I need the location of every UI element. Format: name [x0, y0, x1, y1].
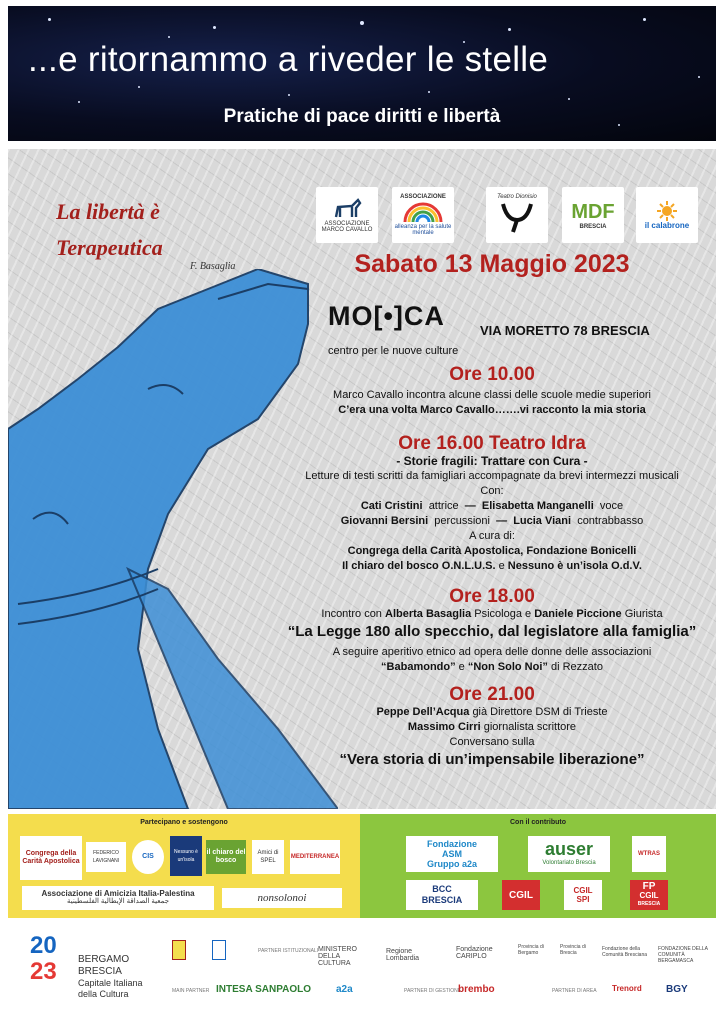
separator-dash: — — [496, 515, 508, 527]
speaker-name: Daniele Piccione — [534, 608, 622, 620]
logo-italia-palestina — [22, 886, 214, 910]
logo-auser — [528, 836, 610, 872]
asm-line3: Gruppo a2a — [426, 859, 477, 869]
logo-chiaro-bosco: il chiaro del bosco — [206, 840, 246, 874]
logo-provincia-brescia: Provincia di Brescia — [560, 944, 586, 956]
logo-lavignani: FEDERICO LAVIGNANI — [86, 842, 126, 872]
italia-palestina-text: Associazione di Amicizia Italia-Palestina — [41, 889, 195, 898]
header-banner — [8, 6, 716, 141]
slot-16-org1: Congrega della Carità Apostolica, Fondazione Bonicelli — [347, 545, 637, 557]
org-connector: e — [498, 560, 505, 572]
spi-line1: CGIL — [573, 886, 593, 895]
logo-cariplo: Fondazione CARIPLO — [456, 946, 493, 960]
logo-provincia-bergamo: Provincia di Bergamo — [518, 944, 544, 956]
slot-10-line1: Marco Cavallo incontra alcune classi delle scuole medie superiori — [333, 389, 651, 401]
logo-a2a: a2a — [336, 984, 353, 995]
speaker-name: Massimo Cirri — [407, 721, 481, 733]
crest-brescia-icon — [212, 940, 226, 960]
event-date: Sabato 13 Maggio 2023 — [354, 250, 630, 278]
speaker-name: Peppe Dell’Acqua — [376, 706, 470, 718]
performer-role: contrabbasso — [577, 515, 644, 527]
logo-mdf-sub: BRESCIA — [579, 223, 607, 230]
logo-nessuno-isola: Nessuno è un'isola — [170, 836, 202, 876]
slot-16-performers-2 — [268, 514, 716, 529]
star-decoration — [213, 26, 216, 29]
slot-18-intro: Incontro con — [321, 608, 382, 620]
assoc-connector: e — [458, 661, 465, 673]
quote-line-2: Terapeutica — [56, 235, 163, 260]
slot-16-desc: Letture di testi scritti da famigliari accompagnate da brevi intermezzi musicali — [305, 470, 679, 482]
speaker-role: Giurista — [624, 608, 663, 620]
spi-line2: SPI — [576, 895, 590, 904]
star-decoration — [360, 21, 364, 25]
assoc-non-solo-noi: “Non Solo Noi” — [467, 661, 548, 673]
slot-16-time: Ore 16.00 Teatro Idra — [398, 433, 586, 454]
slot-18-talk: “La Legge 180 allo specchio, dal legislatore alla famiglia” — [287, 623, 697, 640]
fp-line1: FP — [642, 881, 656, 892]
logo-cis: CIS — [132, 840, 164, 874]
slot-18-time: Ore 18.00 — [449, 586, 535, 607]
logo-congrega: Congrega della Carità Apostolica — [20, 836, 82, 880]
venue-subtitle: centro per le nuove culture — [328, 345, 459, 357]
label-partner-area: PARTNER DI AREA — [552, 988, 597, 994]
speaker-role: Psicologa e — [474, 608, 532, 620]
italia-palestina-arabic: جمعية الصداقة الإيطالية الفلسطينية — [66, 898, 170, 905]
tagline-1: Capitale Italiana — [78, 978, 143, 988]
poster-title: ...e ritornammo a riveder le stelle — [28, 40, 549, 79]
logo-teatro-text: Teatro Dionisio — [497, 194, 537, 200]
logo-fondazione-asm — [406, 836, 498, 872]
sponsors-right-label: Con il contributo — [510, 819, 566, 826]
slot-21-speaker1 — [268, 705, 716, 720]
logo-marco-cavallo-text: ASSOCIAZIONE MARCO CAVALLO — [321, 221, 373, 233]
speaker-role: già Direttore DSM di Trieste — [472, 706, 608, 718]
slot-16 — [268, 433, 716, 574]
poster-main — [8, 149, 716, 809]
logo-ministero: MINISTERO DELLA CULTURA — [318, 946, 357, 967]
separator-dash: — — [464, 500, 476, 512]
slot-18-speakers — [268, 607, 716, 622]
logo-fond-comunita-bresciana: Fondazione della Comunità Bresciana — [602, 946, 648, 958]
slot-16-org2 — [268, 559, 716, 574]
slot-21-talk: “Vera storia di un’impensabile liberazione” — [339, 751, 645, 768]
logo-brembo: brembo — [458, 984, 495, 995]
star-decoration — [508, 28, 511, 31]
slot-21 — [268, 684, 716, 768]
slot-18-assoc — [268, 660, 716, 675]
asm-line2: ASM — [442, 849, 462, 859]
logo-nonsolonoi: nonsolonoi — [222, 888, 342, 908]
star-decoration — [643, 18, 646, 21]
speaker-role: giornalista scrittore — [483, 721, 577, 733]
slot-10-line2: C’era una volta Marco Cavallo…….vi racconto la mia storia — [338, 404, 646, 416]
sponsors-left-label: Partecipano e sostengono — [140, 819, 228, 826]
footer-capitale-cultura — [0, 922, 724, 1024]
slot-16-con: Con: — [480, 485, 504, 497]
slot-10-time: Ore 10.00 — [449, 364, 535, 385]
quote-author: F. Basaglia — [190, 261, 236, 272]
auser-line2: Volontariato Brescia — [542, 859, 596, 866]
label-main-partner: MAIN PARTNER — [172, 988, 210, 994]
slot-21-speaker2 — [268, 720, 716, 735]
crest-bergamo-icon — [172, 940, 186, 960]
slot-16-title: - Storie fragili: Trattare con Cura - — [396, 454, 588, 468]
logo-calabrone-text: il calabrone — [644, 220, 690, 230]
fp-line2: CGIL — [639, 891, 659, 900]
logo-fp-cgil — [630, 880, 668, 910]
bcc-line1: BCC — [432, 884, 452, 894]
star-decoration — [288, 94, 290, 96]
assoc-babamondo: “Babamondo” — [381, 661, 456, 673]
performer-name: Elisabetta Manganelli — [481, 500, 594, 512]
logo-bcc-brescia — [406, 880, 478, 910]
logo-intesa: INTESA SANPAOLO — [216, 984, 312, 995]
star-decoration — [78, 101, 80, 103]
slot-18 — [268, 586, 716, 675]
event-program — [268, 149, 716, 809]
sponsors-right-panel — [360, 814, 716, 918]
bcc-line2: BRESCIA — [421, 895, 463, 905]
assoc-place: di Rezzato — [550, 661, 603, 673]
logo-alleanza-sub: alleanza per la salute mentale — [394, 224, 452, 236]
city-brescia: BRESCIA — [78, 966, 122, 977]
performer-name: Lucia Viani — [513, 515, 572, 527]
org-nessuno-isola: Nessuno è un’isola O.d.V. — [507, 560, 642, 572]
org-chiaro-del-bosco: Il chiaro del bosco O.N.L.U.S. — [342, 560, 496, 572]
logo-amici-spel: Amici di SPEL — [252, 840, 284, 874]
performer-role: voce — [599, 500, 624, 512]
label-partner-istituzionali: PARTNER ISTITUZIONALI — [258, 948, 319, 954]
logo-bgy: BGY — [666, 984, 688, 995]
label-partner-gestione: PARTNER DI GESTIONE — [404, 988, 462, 994]
poster-subtitle: Pratiche di pace diritti e libertà — [223, 106, 501, 127]
logo-cgil: CGIL — [502, 880, 540, 910]
star-decoration — [428, 91, 430, 93]
year-bottom: 23 — [30, 958, 57, 985]
star-decoration — [568, 98, 570, 100]
quote-line-1: La libertà è — [56, 199, 160, 224]
performer-name: Cati Cristini — [360, 500, 423, 512]
logo-regione: Regione Lombardia — [386, 948, 420, 962]
performer-role: percussioni — [434, 515, 490, 527]
logo-alleanza-text: ASSOCIAZIONE — [400, 194, 446, 200]
slot-21-conv: Conversano sulla — [449, 736, 535, 748]
logo-mdf-text: MDF — [571, 200, 615, 223]
star-decoration — [168, 36, 170, 38]
speaker-name: Alberta Basaglia — [385, 608, 472, 620]
performer-name: Giovanni Bersini — [340, 515, 429, 527]
logo-trenord: Trenord — [612, 984, 642, 993]
slot-21-time: Ore 21.00 — [449, 684, 535, 705]
performer-role: attrice — [428, 500, 459, 512]
venue-block — [328, 301, 708, 359]
logo-cgil-spi — [564, 880, 602, 910]
star-decoration — [138, 86, 140, 88]
venue-name: MO[•]CA — [328, 301, 445, 331]
fp-line3: BRESCIA — [637, 901, 661, 907]
tagline-2: della Cultura — [78, 989, 129, 999]
basaglia-quote — [56, 194, 256, 266]
logo-wtras: WTRAS — [632, 836, 666, 872]
sponsors-left-panel — [8, 814, 360, 918]
slot-10 — [268, 364, 716, 418]
logo-fond-comunita-bergamasca: FONDAZIONE DELLA COMUNITÀ BERGAMASCA — [658, 946, 708, 964]
slot-16-acura: A cura di: — [469, 530, 515, 542]
year-top: 20 — [30, 932, 57, 959]
slot-16-performers-1 — [268, 499, 716, 514]
slot-18-after: A seguire aperitivo etnico ad opera delle donne delle associazioni — [332, 646, 652, 658]
venue-address: VIA MORETTO 78 BRESCIA — [480, 323, 650, 338]
asm-line1: Fondazione — [427, 839, 477, 849]
city-bergamo: BERGAMO — [78, 954, 130, 965]
auser-line1: auser — [544, 838, 594, 859]
logo-mediterranea: MEDITERRANEA — [290, 840, 340, 874]
star-decoration — [48, 18, 51, 21]
